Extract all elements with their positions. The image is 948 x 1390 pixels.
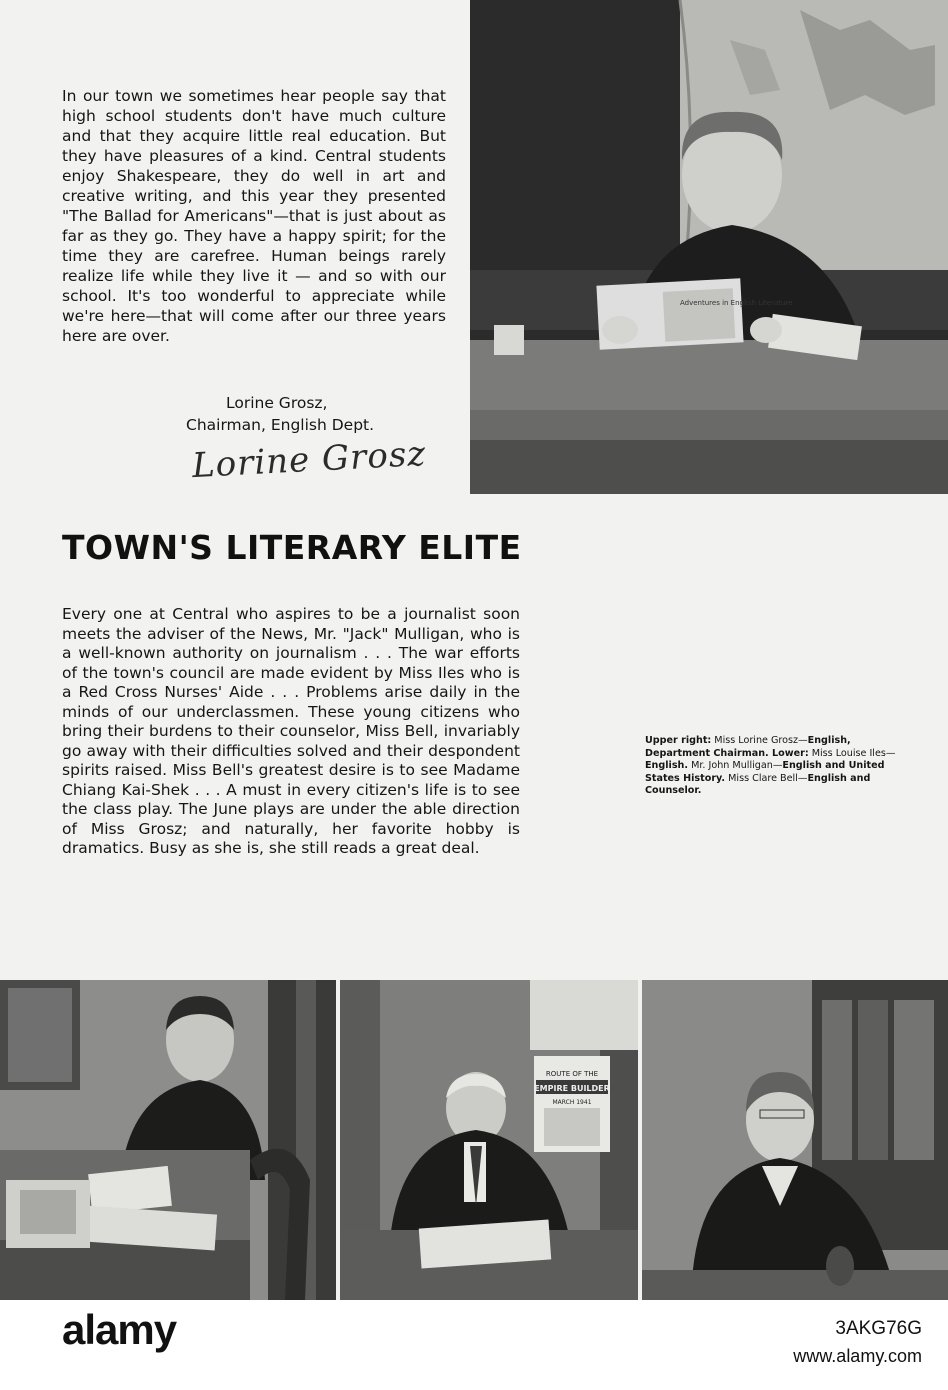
watermark-logo: alamy	[62, 1306, 177, 1353]
intro-paragraph: In our town we sometimes hear people say that high school students don't have much culture and that they acquire little real education. But they have pleasures of a kind. Central students enjoy Shakespeare, they do well in art and creative writing, and this year they presented "The Ballad for Americans"—that is just about as far as they go. They have a happy spirit; for the time they are carefree. Human beings rarely realize life while they live it — and so with our school. It's too wonderful to appreciate while we're here—that will come after our three years here are over.	[62, 87, 446, 345]
calendar-title: EMPIRE BUILDER	[534, 1084, 610, 1093]
photo-bell	[642, 980, 948, 1300]
watermark-image-id: 3AKG76G	[835, 1318, 922, 1339]
calendar-header: ROUTE OF THE	[545, 1070, 599, 1078]
photo-iles	[0, 980, 336, 1300]
book-title: Adventures in English Literature	[680, 299, 793, 307]
photo-mulligan	[340, 980, 638, 1300]
author-block	[186, 392, 426, 436]
watermark-site: www.alamy.com	[793, 1346, 922, 1366]
author-name: Lorine Grosz,	[226, 394, 328, 412]
author-title: Chairman, English Dept.	[186, 416, 375, 434]
page-title: TOWN'S LITERARY ELITE	[62, 528, 522, 567]
photo-caption: Upper right: Miss Lorine Grosz—English, Department Chairman. Lower: Miss Louise Iles—English. Mr. John Mulligan—English and United States History. Miss Clare Bell—English and Counselor.	[645, 735, 896, 797]
handwritten-signature: Lorine Grosz	[191, 433, 428, 487]
photo-grosz	[470, 0, 948, 494]
calendar-month: MARCH 1941	[552, 1099, 592, 1106]
body-paragraph: Every one at Central who aspires to be a journalist soon meets the adviser of the News, Mr. "Jack" Mulligan, who is a well-known authority on journalism . . . The war efforts of the town's council are made evident by Miss Iles who is a Red Cross Nurses' Aide . . . Problems arise daily in the minds of our underclassmen. These young citizens who bring their burdens to their counselor, Miss Bell, invariably go away with their difficulties solved and their despondent spirits raised. Miss Bell's greatest desire is to see Madame Chiang Kai-Shek . . . A must in every citizen's life is to see the class play. The June plays are under the able direction of Miss Grosz; and naturally, her favorite hobby is dramatics. Busy as she is, she still reads a great deal.	[62, 605, 520, 857]
